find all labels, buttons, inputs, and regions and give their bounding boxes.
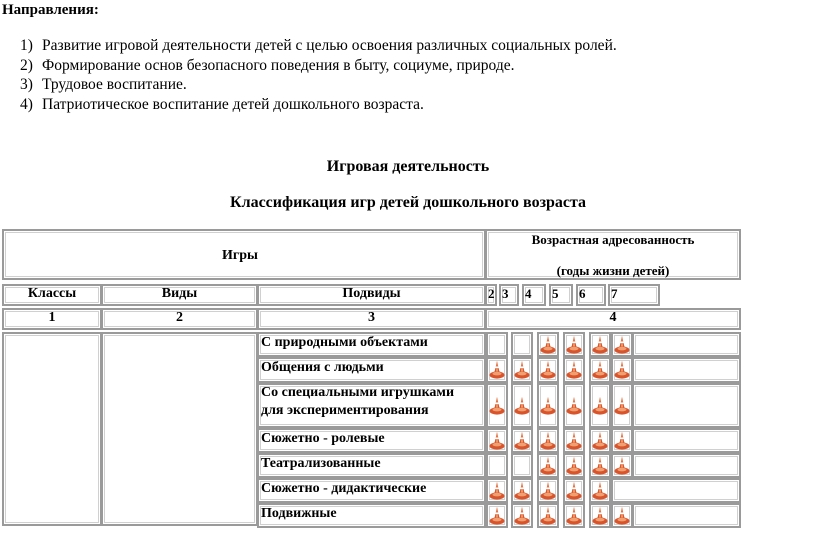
subtypes-header: Подвиды — [342, 286, 401, 301]
traffic-cone-icon — [488, 481, 506, 501]
traffic-cone-icon — [539, 335, 557, 355]
traffic-cone-icon — [565, 360, 583, 380]
traffic-cone-icon — [591, 396, 609, 416]
age-mark-cell — [632, 428, 741, 453]
traffic-cone-icon — [613, 335, 631, 355]
age-mark-cell — [632, 332, 741, 357]
age-mark-cell — [611, 478, 741, 503]
subtype-label: для экспериментирования — [261, 403, 429, 418]
age-label: 6 — [579, 286, 586, 301]
traffic-cone-icon — [565, 396, 583, 416]
traffic-cone-icon — [565, 481, 583, 501]
column-number: 3 — [368, 310, 375, 325]
traffic-cone-icon — [613, 456, 631, 476]
games-header: Игры — [222, 248, 258, 263]
types-header: Виды — [161, 286, 198, 301]
traffic-cone-icon — [565, 335, 583, 355]
age-label: 4 — [525, 286, 532, 301]
age-header-line2: (годы жизни детей) — [556, 263, 670, 278]
age-mark-cell — [632, 383, 741, 428]
subtype-label: Общения с людьми — [261, 360, 384, 375]
traffic-cone-icon — [613, 506, 631, 526]
traffic-cone-icon — [591, 506, 609, 526]
traffic-cone-icon — [488, 396, 506, 416]
subtype-label: Сюжетно - ролевые — [261, 431, 385, 446]
traffic-cone-icon — [488, 506, 506, 526]
direction-item: 1) Развитие игровой деятельности детей с целью освоения различных социальных ролей. — [20, 37, 617, 54]
classes-header: Классы — [27, 286, 77, 301]
traffic-cone-icon — [513, 396, 531, 416]
age-mark-cell — [511, 453, 533, 478]
age-label: 7 — [611, 286, 618, 301]
traffic-cone-icon — [565, 456, 583, 476]
traffic-cone-icon — [513, 481, 531, 501]
traffic-cone-icon — [539, 506, 557, 526]
age-label: 2 — [488, 286, 495, 301]
age-header-line1: Возрастная адресованность — [531, 232, 695, 247]
traffic-cone-icon — [539, 396, 557, 416]
section-title: Игровая деятельность — [326, 158, 490, 175]
traffic-cone-icon — [539, 431, 557, 451]
age-mark-cell — [511, 332, 533, 357]
subtype-label: Со специальными игрушками — [261, 385, 455, 400]
age-mark-cell — [632, 503, 741, 528]
traffic-cone-icon — [613, 360, 631, 380]
column-number: 1 — [48, 310, 56, 325]
age-mark-cell — [632, 453, 741, 478]
age-mark-cell — [486, 453, 508, 478]
direction-item: 2) Формирование основ безопасного поведения в быту, социуме, природе. — [20, 56, 515, 74]
direction-item: 3) Трудовое воспитание. — [20, 76, 187, 93]
subtype-label: Подвижные — [261, 506, 337, 521]
column-number: 4 — [609, 310, 617, 325]
traffic-cone-icon — [591, 431, 609, 451]
traffic-cone-icon — [565, 506, 583, 526]
column-number: 2 — [176, 310, 183, 325]
traffic-cone-icon — [513, 360, 531, 380]
traffic-cone-icon — [539, 360, 557, 380]
traffic-cone-icon — [513, 506, 531, 526]
traffic-cone-icon — [513, 431, 531, 451]
traffic-cone-icon — [539, 456, 557, 476]
traffic-cone-icon — [591, 481, 609, 501]
classes-body-cell — [2, 332, 102, 526]
traffic-cone-icon — [613, 396, 631, 416]
subtype-label: Сюжетно - дидактические — [261, 481, 427, 496]
traffic-cone-icon — [488, 431, 506, 451]
traffic-cone-icon — [613, 431, 631, 451]
subtype-label: Театрализованные — [261, 456, 381, 471]
directions-heading: Направления: — [2, 2, 99, 18]
traffic-cone-icon — [591, 360, 609, 380]
traffic-cone-icon — [591, 335, 609, 355]
traffic-cone-icon — [539, 481, 557, 501]
age-mark-cell — [486, 332, 508, 357]
types-body-cell — [101, 332, 258, 526]
direction-item: 4) Патриотическое воспитание детей дошкольного возраста. — [20, 95, 424, 113]
age-label: 3 — [502, 286, 509, 301]
traffic-cone-icon — [591, 456, 609, 476]
traffic-cone-icon — [565, 431, 583, 451]
traffic-cone-icon — [488, 360, 506, 380]
table-title: Классификация игр детей дошкольного возраста — [230, 194, 587, 211]
age-label: 5 — [552, 286, 559, 301]
age-mark-cell — [632, 357, 741, 383]
subtype-label: С природными объектами — [261, 335, 428, 350]
